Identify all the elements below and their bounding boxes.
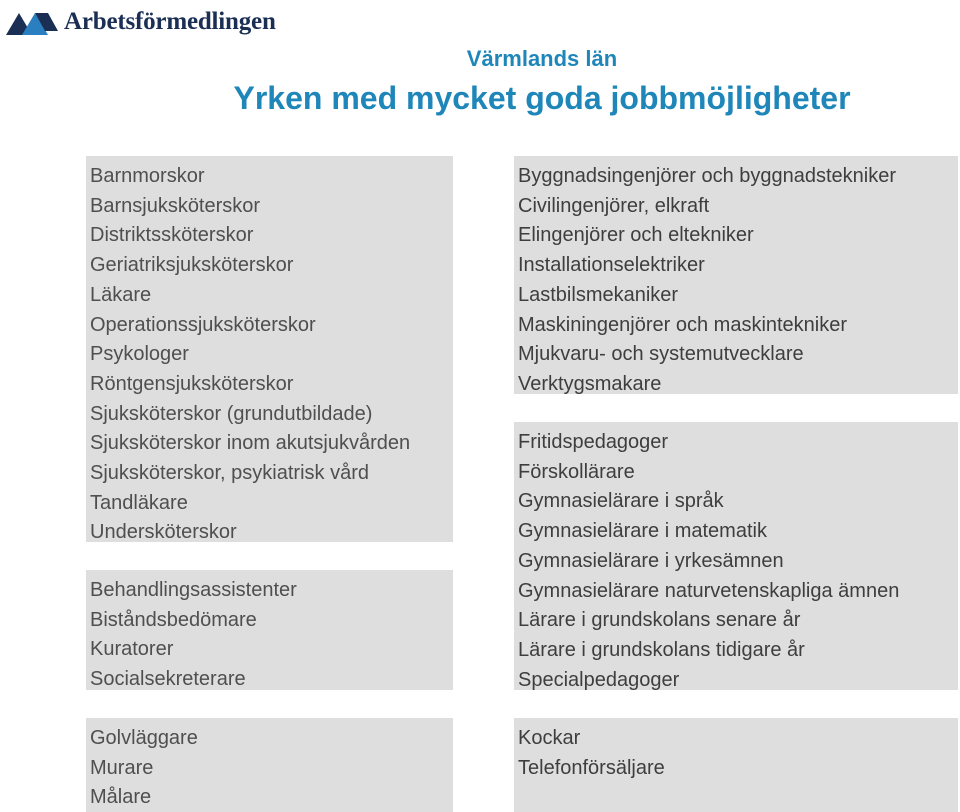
page-title: Yrken med mycket goda jobbmöjligheter (233, 80, 851, 116)
list-item: Kockar (518, 727, 581, 749)
list-item: Distriktssköterskor (90, 224, 254, 247)
list-item: Geriatriksjuksköterskor (90, 254, 294, 277)
list-item: Specialpedagoger (518, 668, 680, 690)
list-item: Civilingenjörer, elkraft (518, 194, 710, 217)
occupation-group-education (514, 422, 958, 690)
list-item: Sjuksköterskor, psykiatrisk vård (90, 462, 369, 485)
occupation-group-service (514, 718, 958, 812)
list-item: Barnmorskor (90, 165, 205, 187)
list-item: Sjuksköterskor inom akutsjukvården (90, 432, 411, 455)
occupation-group-health (86, 156, 453, 542)
list-item: Läkare (90, 283, 152, 306)
occupation-group-construction (86, 718, 453, 812)
list-item: Psykologer (90, 343, 189, 366)
arbetsformedlingen-emblem-icon (6, 9, 58, 35)
list-item: Socialsekreterare (90, 668, 246, 690)
list-item: Kuratorer (90, 638, 174, 661)
list-item: Byggnadsingenjörer och byggnadstekniker (518, 165, 897, 187)
list-item: Gymnasielärare i språk (518, 490, 724, 513)
list-item: Sjuksköterskor (grundutbildade) (90, 402, 373, 425)
list-item: Målare (90, 786, 152, 809)
list-item: Maskiningenjörer och maskintekniker (518, 313, 848, 336)
list-item: Murare (90, 756, 154, 779)
region-heading: Värmlands län (466, 46, 618, 71)
list-item: Behandlingsassistenter (90, 579, 297, 601)
list-item: Mjukvaru- och systemutvecklare (518, 343, 804, 366)
list-item: Lastbilsmekaniker (518, 283, 679, 306)
arbetsformedlingen-logo (6, 4, 276, 40)
list-item: Gymnasielärare i matematik (518, 520, 767, 543)
list-item: Gymnasielärare i yrkesämnen (518, 549, 784, 572)
list-item: Röntgensjuksköterskor (90, 372, 294, 395)
list-item: Undersköterskor (90, 521, 237, 542)
list-item: Lärare i grundskolans senare år (518, 609, 801, 632)
list-item: Tandläkare (90, 491, 188, 514)
list-item: Installationselektriker (518, 254, 705, 277)
occupation-group-social (86, 570, 453, 690)
list-item: Förskollärare (518, 460, 635, 483)
list-item: Telefonförsäljare (518, 756, 665, 779)
list-item: Gymnasielärare naturvetenskapliga ämnen (518, 579, 900, 602)
list-item: Barnsjuksköterskor (90, 194, 261, 217)
logo-wordmark: Arbetsförmedlingen (64, 8, 276, 35)
list-item: Elingenjörer och eltekniker (518, 224, 754, 247)
list-item: Operationssjuksköterskor (90, 313, 316, 336)
list-item: Biståndsbedömare (90, 608, 257, 631)
list-item: Lärare i grundskolans tidigare år (518, 638, 805, 661)
occupation-group-technical (514, 156, 958, 394)
list-item: Verktygsmakare (518, 372, 662, 394)
list-item: Golvläggare (90, 727, 198, 749)
list-item: Fritidspedagoger (518, 431, 669, 453)
